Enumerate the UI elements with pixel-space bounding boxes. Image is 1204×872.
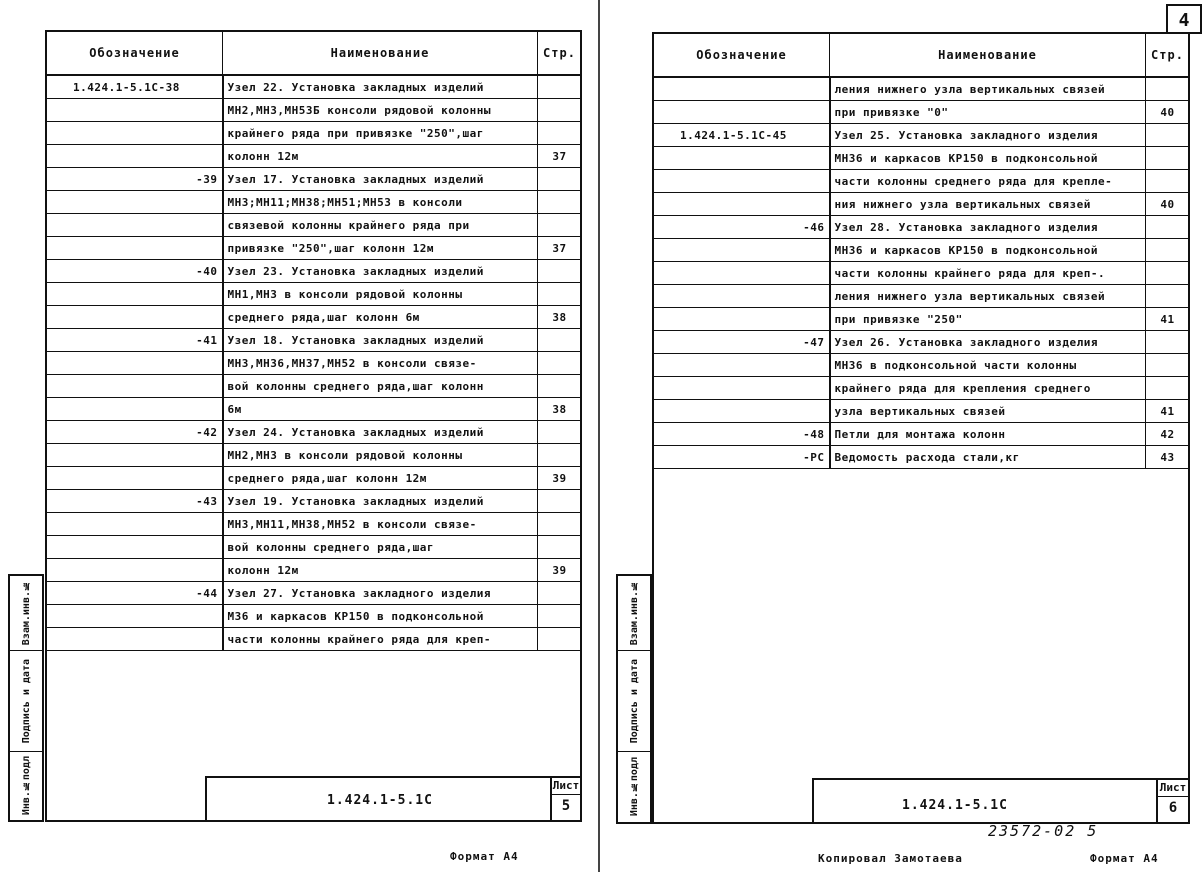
table-row (654, 400, 1190, 423)
table-row (47, 191, 582, 214)
page-cell: 38 (538, 306, 582, 329)
format-label: Формат А4 (450, 850, 519, 863)
table-row (47, 605, 582, 628)
table-row (654, 446, 1190, 469)
designation-cell (654, 193, 830, 216)
table-row (47, 467, 582, 490)
side-stamp (8, 574, 44, 822)
page-cell: 41 (1146, 308, 1190, 331)
designation-cell (47, 467, 223, 490)
name-cell: колонн 12м (223, 559, 538, 582)
name-cell: Узел 17. Установка закладных изделий (223, 168, 538, 191)
right-spec-table (653, 33, 1190, 469)
name-cell: части колонны крайнего ряда для креп-. (830, 262, 1146, 285)
right-sheet (600, 0, 1204, 872)
page-cell (1146, 239, 1190, 262)
name-cell: вой колонны среднего ряда,шаг (223, 536, 538, 559)
stamp-label: Взам.инв.№ (628, 580, 640, 646)
page-cell (1146, 331, 1190, 354)
name-cell: Узел 23. Установка закладных изделий (223, 260, 538, 283)
table-row (47, 536, 582, 559)
designation-cell (47, 352, 223, 375)
table-row (654, 124, 1190, 147)
table-row (47, 559, 582, 582)
name-cell: крайнего ряда для крепления среднего (830, 377, 1146, 400)
page-cell (538, 122, 582, 145)
name-cell: ления нижнего узла вертикальных связей (830, 285, 1146, 308)
stamp-label: Подпись и дата (20, 658, 32, 744)
table-row (47, 513, 582, 536)
name-cell: МН1,МН3 в консоли рядовой колонны (223, 283, 538, 306)
designation-cell (654, 170, 830, 193)
designation-cell (654, 400, 830, 423)
name-cell: МН36 и каркасов КР150 в подконсольной (830, 239, 1146, 262)
designation-cell (654, 377, 830, 400)
table-row (47, 122, 582, 145)
table-row (654, 193, 1190, 216)
table-row (47, 214, 582, 237)
name-cell: вой колонны среднего ряда,шаг колонн (223, 375, 538, 398)
stamp-label: Инв.№подл (20, 756, 32, 816)
side-stamp (616, 574, 652, 824)
page-cell: 40 (1146, 193, 1190, 216)
right-title-block (812, 778, 1190, 824)
table-row (654, 423, 1190, 446)
page-cell (538, 168, 582, 191)
name-cell: части колонны крайнего ряда для креп- (223, 628, 538, 651)
table-row (654, 308, 1190, 331)
page-cell (1146, 262, 1190, 285)
sheet-box (550, 778, 580, 820)
name-cell: части колонны среднего ряда для крепле- (830, 170, 1146, 193)
designation-cell (654, 285, 830, 308)
page-cell (538, 352, 582, 375)
page-cell (538, 283, 582, 306)
page-cell (538, 375, 582, 398)
page-cell: 37 (538, 237, 582, 260)
page-cell (1146, 285, 1190, 308)
page-cell (1146, 170, 1190, 193)
page-cell (538, 513, 582, 536)
table-row (654, 262, 1190, 285)
name-cell: МН3;МН11;МН38;МН51;МН53 в консоли (223, 191, 538, 214)
left-spec-body (47, 75, 582, 651)
page-cell (538, 421, 582, 444)
designation-cell: -РС (654, 446, 830, 469)
table-row (654, 354, 1190, 377)
designation-cell: -44 (47, 582, 223, 605)
page-cell (1146, 77, 1190, 101)
table-row (654, 170, 1190, 193)
stamp-cell-inventory (618, 752, 650, 822)
designation-cell: 1.424.1-5.1С-38 (47, 75, 223, 99)
stamp-label: Взам.инв.№ (20, 580, 32, 646)
name-cell: МН3,МН36,МН37,МН52 в консоли связе- (223, 352, 538, 375)
header-designation: Обозначение (654, 34, 830, 78)
designation-cell: 1.424.1-5.1С-45 (654, 124, 830, 147)
designation-cell: -39 (47, 168, 223, 191)
table-row (654, 216, 1190, 239)
name-cell: среднего ряда,шаг колонн 12м (223, 467, 538, 490)
designation-cell (654, 101, 830, 124)
page-cell: 37 (538, 145, 582, 168)
designation-cell (47, 628, 223, 651)
left-spec-table (46, 31, 582, 651)
name-cell: Ведомость расхода стали,кг (830, 446, 1146, 469)
table-row (654, 285, 1190, 308)
page-cell (538, 444, 582, 467)
table-row (47, 145, 582, 168)
header-page: Стр. (1146, 34, 1190, 78)
designation-cell: -43 (47, 490, 223, 513)
archive-number: 23572-02 5 (988, 822, 1099, 840)
name-cell: Узел 18. Установка закладных изделий (223, 329, 538, 352)
designation-cell (654, 308, 830, 331)
page-cell (538, 536, 582, 559)
name-cell: крайнего ряда при привязке "250",шаг (223, 122, 538, 145)
header-name: Наименование (830, 34, 1146, 78)
name-cell: узла вертикальных связей (830, 400, 1146, 423)
copied-by-label: Копировал Замотаева (818, 852, 963, 865)
page-cell: 38 (538, 398, 582, 421)
left-title-block (205, 776, 582, 822)
corner-page-number: 4 (1166, 4, 1202, 34)
designation-cell (47, 99, 223, 122)
page-cell (1146, 216, 1190, 239)
designation-cell (47, 145, 223, 168)
stamp-cell-signature (618, 651, 650, 752)
page-cell (538, 582, 582, 605)
sheet-box (1156, 780, 1188, 822)
designation-cell (654, 262, 830, 285)
name-cell: МН2,МН3,МН53Б консоли рядовой колонны (223, 99, 538, 122)
page-cell: 43 (1146, 446, 1190, 469)
table-row (654, 377, 1190, 400)
stamp-cell-signature (10, 651, 42, 752)
title-code: 1.424.1-5.1С (902, 798, 1008, 813)
right-spec-body (654, 77, 1190, 469)
designation-cell (47, 536, 223, 559)
designation-cell (47, 513, 223, 536)
designation-cell (654, 239, 830, 262)
name-cell: МН36 в подконсольной части колонны (830, 354, 1146, 377)
format-label: Формат А4 (1090, 852, 1159, 865)
name-cell: МН2,МН3 в консоли рядовой колонны (223, 444, 538, 467)
header-name: Наименование (223, 32, 538, 76)
table-row (47, 421, 582, 444)
designation-cell (654, 147, 830, 170)
table-row (47, 375, 582, 398)
designation-cell (47, 191, 223, 214)
table-row (47, 398, 582, 421)
name-cell: МН36 и каркасов КР150 в подконсольной (830, 147, 1146, 170)
table-row (47, 329, 582, 352)
stamp-cell-inventory (10, 752, 42, 820)
name-cell: при привязке "0" (830, 101, 1146, 124)
page-cell (1146, 377, 1190, 400)
designation-cell: -48 (654, 423, 830, 446)
table-row (47, 99, 582, 122)
designation-cell (47, 283, 223, 306)
name-cell: привязке "250",шаг колонн 12м (223, 237, 538, 260)
name-cell: ления нижнего узла вертикальных связей (830, 77, 1146, 101)
stamp-label: Подпись и дата (628, 658, 640, 744)
sheet-number: 6 (1168, 800, 1178, 816)
page-cell: 39 (538, 559, 582, 582)
name-cell: колонн 12м (223, 145, 538, 168)
designation-cell (47, 444, 223, 467)
designation-cell (654, 77, 830, 101)
name-cell: связевой колонны крайнего ряда при (223, 214, 538, 237)
table-row (47, 168, 582, 191)
designation-cell (47, 605, 223, 628)
table-row (654, 331, 1190, 354)
page-cell (538, 191, 582, 214)
left-sheet (0, 0, 598, 872)
page-cell (538, 260, 582, 283)
table-row (47, 490, 582, 513)
designation-cell (47, 375, 223, 398)
page-cell (538, 214, 582, 237)
designation-cell (47, 306, 223, 329)
designation-cell (47, 237, 223, 260)
header-page: Стр. (538, 32, 582, 76)
designation-cell: -46 (654, 216, 830, 239)
page-cell: 40 (1146, 101, 1190, 124)
table-row (47, 237, 582, 260)
sheet-label: Лист (552, 778, 580, 795)
designation-cell (47, 214, 223, 237)
table-row (47, 444, 582, 467)
designation-cell (47, 122, 223, 145)
designation-cell: -40 (47, 260, 223, 283)
page-cell (1146, 124, 1190, 147)
table-row (47, 628, 582, 651)
header-designation: Обозначение (47, 32, 223, 76)
designation-cell: -42 (47, 421, 223, 444)
page-cell (538, 628, 582, 651)
name-cell: Петли для монтажа колонн (830, 423, 1146, 446)
table-row (47, 352, 582, 375)
sheet-number: 5 (561, 798, 571, 814)
designation-cell (654, 354, 830, 377)
table-row (47, 582, 582, 605)
page-cell: 39 (538, 467, 582, 490)
stamp-cell-replacement (10, 576, 42, 651)
name-cell: среднего ряда,шаг колонн 6м (223, 306, 538, 329)
page-cell (538, 329, 582, 352)
title-code: 1.424.1-5.1С (327, 793, 433, 808)
page-cell (538, 490, 582, 513)
table-row (47, 306, 582, 329)
name-cell: ния нижнего узла вертикальных связей (830, 193, 1146, 216)
table-row (47, 260, 582, 283)
designation-cell: -41 (47, 329, 223, 352)
page-cell (1146, 147, 1190, 170)
table-row (654, 101, 1190, 124)
designation-cell (47, 559, 223, 582)
page-cell (538, 75, 582, 99)
designation-cell: -47 (654, 331, 830, 354)
page-cell (538, 99, 582, 122)
name-cell: при привязке "250" (830, 308, 1146, 331)
table-row (654, 77, 1190, 101)
name-cell: МН3,МН11,МН38,МН52 в консоли связе- (223, 513, 538, 536)
stamp-cell-replacement (618, 576, 650, 651)
page-cell: 42 (1146, 423, 1190, 446)
page-cell (538, 605, 582, 628)
name-cell: Узел 24. Установка закладных изделий (223, 421, 538, 444)
table-row (47, 75, 582, 99)
name-cell: М36 и каркасов КР150 в подконсольной (223, 605, 538, 628)
table-row (47, 283, 582, 306)
sheet-label: Лист (1158, 780, 1188, 797)
name-cell: 6м (223, 398, 538, 421)
page-cell: 41 (1146, 400, 1190, 423)
table-row (654, 239, 1190, 262)
name-cell: Узел 19. Установка закладных изделий (223, 490, 538, 513)
name-cell: Узел 28. Установка закладного изделия (830, 216, 1146, 239)
designation-cell (47, 398, 223, 421)
stamp-label: Инв.№подл (628, 757, 640, 817)
table-row (654, 147, 1190, 170)
name-cell: Узел 26. Установка закладного изделия (830, 331, 1146, 354)
page-cell (1146, 354, 1190, 377)
name-cell: Узел 25. Установка закладного изделия (830, 124, 1146, 147)
name-cell: Узел 22. Установка закладных изделий (223, 75, 538, 99)
name-cell: Узел 27. Установка закладного изделия (223, 582, 538, 605)
